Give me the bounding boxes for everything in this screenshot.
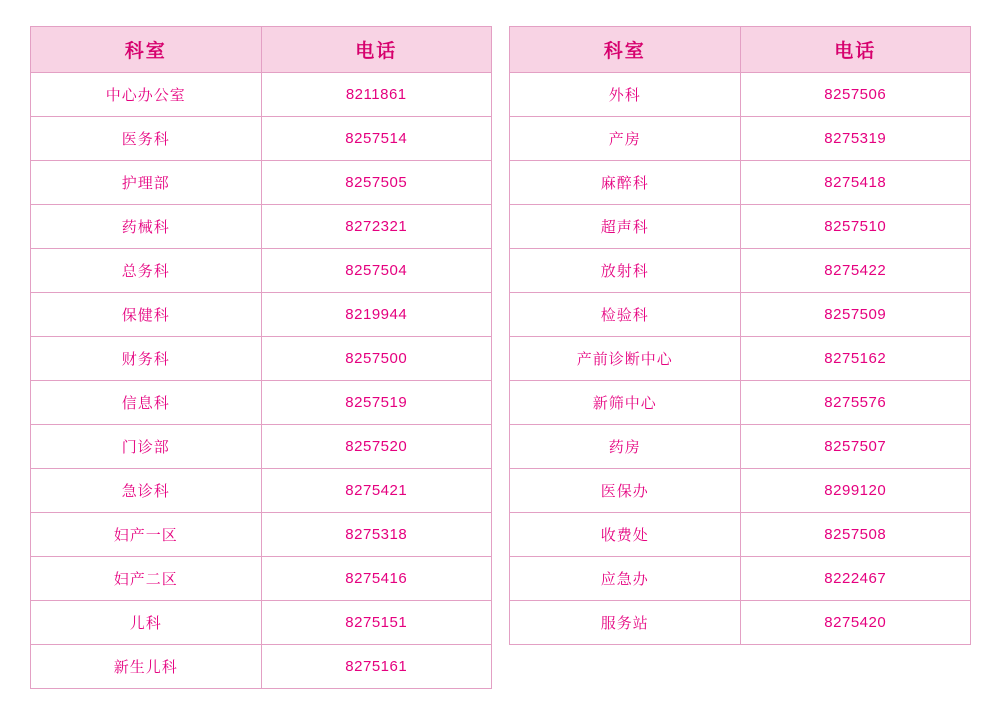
table-row bbox=[510, 425, 971, 469]
cell-department: 放射科 bbox=[510, 249, 741, 293]
cell-phone: 8257507 bbox=[740, 425, 971, 469]
cell-phone: 8275319 bbox=[740, 117, 971, 161]
cell-phone: 8257509 bbox=[740, 293, 971, 337]
cell-phone: 8275161 bbox=[261, 645, 492, 689]
cell-department: 药房 bbox=[510, 425, 741, 469]
table-row bbox=[510, 117, 971, 161]
cell-phone: 8275420 bbox=[740, 601, 971, 645]
cell-department: 应急办 bbox=[510, 557, 741, 601]
table-row bbox=[31, 117, 492, 161]
column-header-phone: 电话 bbox=[261, 27, 492, 73]
cell-phone: 8257510 bbox=[740, 205, 971, 249]
table-row bbox=[31, 381, 492, 425]
table-row bbox=[31, 469, 492, 513]
cell-phone: 8299120 bbox=[740, 469, 971, 513]
cell-phone: 8257500 bbox=[261, 337, 492, 381]
table-row bbox=[510, 73, 971, 117]
right-table bbox=[509, 26, 971, 645]
table-row bbox=[31, 601, 492, 645]
cell-phone: 8211861 bbox=[261, 73, 492, 117]
cell-department: 外科 bbox=[510, 73, 741, 117]
column-header-department: 科室 bbox=[31, 27, 262, 73]
cell-phone: 8275421 bbox=[261, 469, 492, 513]
right-table-body bbox=[510, 73, 971, 645]
cell-phone: 8257505 bbox=[261, 161, 492, 205]
table-row bbox=[510, 205, 971, 249]
cell-department: 服务站 bbox=[510, 601, 741, 645]
table-row bbox=[510, 337, 971, 381]
table-row bbox=[510, 381, 971, 425]
table-row bbox=[510, 161, 971, 205]
cell-department: 新筛中心 bbox=[510, 381, 741, 425]
table-row bbox=[31, 161, 492, 205]
column-header-phone: 电话 bbox=[740, 27, 971, 73]
cell-department: 产前诊断中心 bbox=[510, 337, 741, 381]
cell-department: 护理部 bbox=[31, 161, 262, 205]
table-row bbox=[510, 469, 971, 513]
cell-phone: 8257508 bbox=[740, 513, 971, 557]
cell-phone: 8275318 bbox=[261, 513, 492, 557]
table-row bbox=[31, 645, 492, 689]
table-row bbox=[31, 293, 492, 337]
cell-department: 产房 bbox=[510, 117, 741, 161]
table-row bbox=[510, 557, 971, 601]
cell-phone: 8275416 bbox=[261, 557, 492, 601]
cell-phone: 8257504 bbox=[261, 249, 492, 293]
cell-phone: 8257519 bbox=[261, 381, 492, 425]
cell-department: 保健科 bbox=[31, 293, 262, 337]
cell-department: 收费处 bbox=[510, 513, 741, 557]
cell-phone: 8257520 bbox=[261, 425, 492, 469]
table-row bbox=[31, 557, 492, 601]
cell-department: 药械科 bbox=[31, 205, 262, 249]
cell-phone: 8272321 bbox=[261, 205, 492, 249]
table-row bbox=[31, 337, 492, 381]
table-header-row bbox=[31, 27, 492, 73]
cell-department: 总务科 bbox=[31, 249, 262, 293]
table-header-row bbox=[510, 27, 971, 73]
cell-department: 急诊科 bbox=[31, 469, 262, 513]
table-row bbox=[510, 513, 971, 557]
table-row bbox=[31, 205, 492, 249]
table-row bbox=[31, 249, 492, 293]
cell-phone: 8219944 bbox=[261, 293, 492, 337]
left-table-body bbox=[31, 73, 492, 689]
column-header-department: 科室 bbox=[510, 27, 741, 73]
cell-phone: 8275162 bbox=[740, 337, 971, 381]
cell-department: 门诊部 bbox=[31, 425, 262, 469]
table-row bbox=[510, 249, 971, 293]
cell-phone: 8275576 bbox=[740, 381, 971, 425]
cell-phone: 8275418 bbox=[740, 161, 971, 205]
cell-phone: 8275422 bbox=[740, 249, 971, 293]
table-row bbox=[510, 601, 971, 645]
cell-department: 妇产一区 bbox=[31, 513, 262, 557]
cell-phone: 8222467 bbox=[740, 557, 971, 601]
left-table-wrap bbox=[30, 26, 492, 688]
table-row bbox=[510, 293, 971, 337]
cell-department: 医务科 bbox=[31, 117, 262, 161]
right-table-wrap bbox=[509, 26, 971, 688]
cell-phone: 8257506 bbox=[740, 73, 971, 117]
cell-department: 中心办公室 bbox=[31, 73, 262, 117]
cell-department: 新生儿科 bbox=[31, 645, 262, 689]
cell-department: 财务科 bbox=[31, 337, 262, 381]
left-table bbox=[30, 26, 492, 689]
table-row bbox=[31, 513, 492, 557]
cell-phone: 8275151 bbox=[261, 601, 492, 645]
cell-department: 妇产二区 bbox=[31, 557, 262, 601]
cell-department: 检验科 bbox=[510, 293, 741, 337]
cell-phone: 8257514 bbox=[261, 117, 492, 161]
cell-department: 医保办 bbox=[510, 469, 741, 513]
cell-department: 超声科 bbox=[510, 205, 741, 249]
cell-department: 儿科 bbox=[31, 601, 262, 645]
table-row bbox=[31, 73, 492, 117]
cell-department: 麻醉科 bbox=[510, 161, 741, 205]
table-row bbox=[31, 425, 492, 469]
cell-department: 信息科 bbox=[31, 381, 262, 425]
